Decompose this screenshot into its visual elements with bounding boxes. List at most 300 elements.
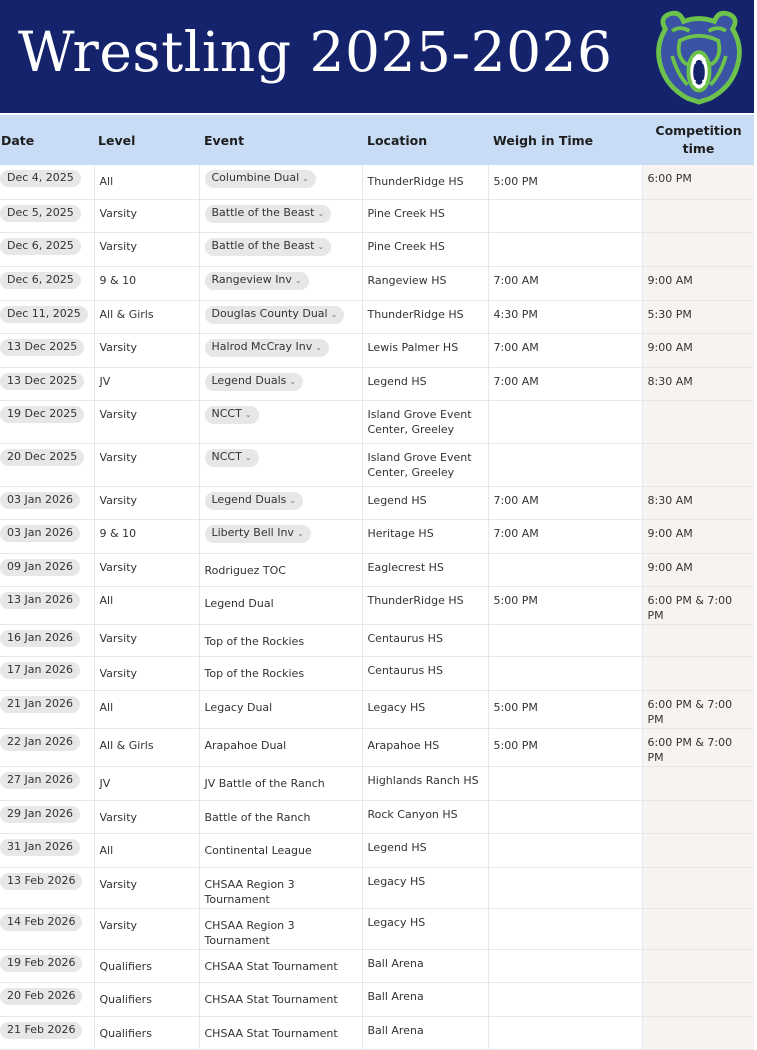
chevron-down-icon[interactable]: ⌄ bbox=[289, 495, 297, 505]
location-value: Centaurus HS bbox=[367, 663, 443, 677]
bear-mascot-logo-icon bbox=[650, 8, 748, 104]
event-cell[interactable] bbox=[199, 982, 362, 1016]
date-cell[interactable] bbox=[0, 800, 94, 833]
column-header-weigh-in[interactable]: Weigh in Time bbox=[488, 115, 642, 165]
event-cell[interactable] bbox=[199, 199, 362, 232]
date-value: 27 Jan 2026 bbox=[7, 772, 73, 786]
competition-time-cell[interactable] bbox=[642, 766, 754, 800]
level-value: Qualifiers bbox=[99, 1026, 152, 1040]
location-cell[interactable] bbox=[362, 367, 488, 400]
level-cell[interactable] bbox=[94, 867, 199, 908]
date-cell[interactable] bbox=[0, 982, 94, 1016]
location-value: Arapahoe HS bbox=[367, 738, 440, 752]
level-cell[interactable] bbox=[94, 908, 199, 949]
table-row bbox=[0, 624, 754, 656]
level-value: Varsity bbox=[99, 631, 138, 645]
date-cell[interactable] bbox=[0, 486, 94, 519]
competition-time-cell[interactable] bbox=[642, 867, 754, 908]
event-cell[interactable] bbox=[199, 908, 362, 949]
competition-time-cell[interactable] bbox=[642, 266, 754, 300]
location-value: Pine Creek HS bbox=[367, 239, 445, 253]
date-chip[interactable] bbox=[0, 406, 84, 423]
level-cell[interactable] bbox=[94, 300, 199, 333]
level-cell[interactable] bbox=[94, 232, 199, 266]
level-value: All bbox=[99, 843, 114, 857]
table-row bbox=[0, 400, 754, 443]
level-value: All & Girls bbox=[99, 738, 154, 752]
level-cell[interactable] bbox=[94, 486, 199, 519]
event-value: Battle of the Ranch bbox=[204, 810, 311, 824]
event-chip[interactable] bbox=[205, 525, 311, 543]
date-chip[interactable] bbox=[0, 339, 84, 356]
date-value: 20 Dec 2025 bbox=[7, 449, 78, 463]
date-cell[interactable] bbox=[0, 728, 94, 766]
chevron-down-icon[interactable]: ⌄ bbox=[302, 174, 309, 183]
competition-time-cell[interactable] bbox=[642, 690, 754, 728]
competition-time-cell[interactable] bbox=[642, 333, 754, 367]
event-value: Arapahoe Dual bbox=[204, 738, 287, 752]
date-value: 21 Jan 2026 bbox=[7, 696, 73, 710]
weigh-in-cell[interactable] bbox=[488, 1016, 642, 1049]
weigh-in-cell[interactable] bbox=[488, 519, 642, 553]
level-value: All bbox=[99, 700, 114, 714]
event-cell[interactable] bbox=[199, 232, 362, 266]
date-value: 22 Jan 2026 bbox=[7, 734, 73, 748]
weigh-in-value: 7:00 AM bbox=[493, 374, 539, 388]
event-value: Rangeview Inv bbox=[211, 272, 292, 286]
location-cell[interactable] bbox=[362, 766, 488, 800]
date-chip[interactable] bbox=[0, 170, 81, 187]
date-chip[interactable] bbox=[0, 492, 80, 509]
table-row bbox=[0, 908, 754, 949]
table-row bbox=[0, 199, 754, 232]
date-cell[interactable] bbox=[0, 367, 94, 400]
competition-time-cell[interactable] bbox=[642, 199, 754, 232]
weigh-in-value: 7:00 AM bbox=[493, 340, 539, 354]
event-cell[interactable] bbox=[199, 266, 362, 300]
weigh-in-cell[interactable] bbox=[488, 800, 642, 833]
date-chip[interactable] bbox=[0, 839, 80, 856]
competition-time-cell[interactable] bbox=[642, 982, 754, 1016]
weigh-in-cell[interactable] bbox=[488, 553, 642, 586]
event-value: Legend Duals bbox=[211, 373, 287, 387]
level-cell[interactable] bbox=[94, 553, 199, 586]
competition-time-cell[interactable] bbox=[642, 443, 754, 486]
competition-time-cell[interactable] bbox=[642, 656, 754, 690]
table-row bbox=[0, 300, 754, 333]
date-cell[interactable] bbox=[0, 333, 94, 367]
weigh-in-cell[interactable] bbox=[488, 266, 642, 300]
level-cell[interactable] bbox=[94, 800, 199, 833]
level-cell[interactable] bbox=[94, 728, 199, 766]
event-cell[interactable] bbox=[199, 165, 362, 199]
chevron-down-icon[interactable]: ⌄ bbox=[315, 342, 322, 352]
schedule-sheet bbox=[0, 115, 754, 1050]
competition-time-value: 8:30 AM bbox=[647, 374, 693, 388]
level-value: Varsity bbox=[99, 340, 138, 354]
weigh-in-cell[interactable] bbox=[488, 982, 642, 1016]
table-row bbox=[0, 165, 754, 199]
location-value: Heritage HS bbox=[367, 526, 434, 540]
event-cell[interactable] bbox=[199, 300, 362, 333]
column-header-level[interactable]: Level bbox=[94, 115, 199, 165]
event-cell[interactable] bbox=[199, 766, 362, 800]
weigh-in-cell[interactable] bbox=[488, 728, 642, 766]
level-value: All bbox=[99, 593, 114, 607]
weigh-in-value: 5:00 PM bbox=[493, 700, 538, 714]
competition-time-cell[interactable] bbox=[642, 300, 754, 333]
event-chip[interactable] bbox=[205, 339, 329, 357]
date-chip[interactable] bbox=[0, 988, 82, 1005]
location-cell[interactable] bbox=[362, 553, 488, 586]
date-chip[interactable] bbox=[0, 559, 80, 576]
weigh-in-cell[interactable] bbox=[488, 586, 642, 624]
weigh-in-cell[interactable] bbox=[488, 833, 642, 867]
weigh-in-cell[interactable] bbox=[488, 443, 642, 486]
competition-time-cell[interactable] bbox=[642, 624, 754, 656]
level-cell[interactable] bbox=[94, 982, 199, 1016]
table-row bbox=[0, 486, 754, 519]
weigh-in-cell[interactable] bbox=[488, 199, 642, 232]
level-cell[interactable] bbox=[94, 766, 199, 800]
date-chip[interactable] bbox=[0, 806, 80, 823]
date-cell[interactable] bbox=[0, 624, 94, 656]
level-value: 9 & 10 bbox=[99, 526, 137, 540]
competition-time-cell[interactable] bbox=[642, 800, 754, 833]
event-value: Top of the Rockies bbox=[204, 634, 305, 648]
level-cell[interactable] bbox=[94, 333, 199, 367]
date-cell[interactable] bbox=[0, 908, 94, 949]
event-cell[interactable] bbox=[199, 333, 362, 367]
location-cell[interactable] bbox=[362, 333, 488, 367]
competition-time-cell[interactable] bbox=[642, 908, 754, 949]
table-row bbox=[0, 833, 754, 867]
location-value: ThunderRidge HS bbox=[367, 307, 464, 321]
table-row bbox=[0, 266, 754, 300]
column-header-location[interactable]: Location bbox=[362, 115, 488, 165]
event-chip[interactable] bbox=[205, 492, 304, 510]
competition-time-value: 6:00 PM & 7:00 PM bbox=[647, 697, 733, 726]
weigh-in-cell[interactable] bbox=[488, 165, 642, 199]
competition-time-cell[interactable] bbox=[642, 519, 754, 553]
event-value: Halrod McCray Inv bbox=[211, 339, 313, 353]
event-cell[interactable] bbox=[199, 690, 362, 728]
weigh-in-value: 5:00 PM bbox=[493, 593, 538, 607]
date-value: 14 Feb 2026 bbox=[7, 914, 76, 928]
event-value: Legend Duals bbox=[211, 492, 287, 506]
date-value: 29 Jan 2026 bbox=[7, 806, 73, 820]
weigh-in-cell[interactable] bbox=[488, 400, 642, 443]
date-chip[interactable] bbox=[0, 205, 81, 222]
event-cell[interactable] bbox=[199, 553, 362, 586]
event-value: CHSAA Region 3 Tournament bbox=[204, 877, 295, 906]
event-value: CHSAA Stat Tournament bbox=[204, 1026, 338, 1040]
competition-time-cell[interactable] bbox=[642, 486, 754, 519]
level-cell[interactable] bbox=[94, 519, 199, 553]
chevron-down-icon[interactable]: ⌄ bbox=[244, 409, 252, 419]
competition-time-value: 6:00 PM & 7:00 PM bbox=[647, 593, 733, 622]
column-header-date[interactable]: Date bbox=[0, 115, 94, 165]
chevron-down-icon[interactable]: ⌄ bbox=[294, 275, 302, 285]
table-row bbox=[0, 728, 754, 766]
level-value: 9 & 10 bbox=[99, 273, 137, 287]
date-value: Dec 4, 2025 bbox=[7, 171, 74, 184]
date-cell[interactable] bbox=[0, 949, 94, 982]
date-value: 20 Feb 2026 bbox=[7, 988, 76, 1002]
competition-time-value: 8:30 AM bbox=[647, 493, 693, 507]
event-chip[interactable] bbox=[205, 205, 332, 223]
competition-time-cell[interactable] bbox=[642, 553, 754, 586]
date-cell[interactable] bbox=[0, 867, 94, 908]
location-value: Legacy HS bbox=[367, 700, 426, 714]
location-value: ThunderRidge HS bbox=[367, 175, 464, 188]
weigh-in-cell[interactable] bbox=[488, 333, 642, 367]
weigh-in-cell[interactable] bbox=[488, 486, 642, 519]
competition-time-value: 9:00 AM bbox=[647, 340, 693, 354]
weigh-in-cell[interactable] bbox=[488, 624, 642, 656]
event-chip[interactable] bbox=[205, 238, 332, 256]
date-chip[interactable] bbox=[0, 630, 80, 647]
location-cell[interactable] bbox=[362, 300, 488, 333]
date-chip[interactable] bbox=[0, 1022, 82, 1039]
date-cell[interactable] bbox=[0, 266, 94, 300]
level-value: All & Girls bbox=[99, 307, 154, 321]
level-value: Varsity bbox=[99, 239, 138, 253]
date-value: 31 Jan 2026 bbox=[7, 839, 73, 853]
column-header-event[interactable]: Event bbox=[199, 115, 362, 165]
date-chip[interactable] bbox=[0, 449, 84, 466]
weigh-in-cell[interactable] bbox=[488, 867, 642, 908]
table-row bbox=[0, 519, 754, 553]
date-value: 13 Jan 2026 bbox=[7, 592, 73, 606]
competition-time-cell[interactable] bbox=[642, 1016, 754, 1049]
date-chip[interactable] bbox=[0, 873, 82, 890]
chevron-down-icon[interactable]: ⌄ bbox=[317, 241, 325, 251]
competition-time-cell[interactable] bbox=[642, 949, 754, 982]
event-chip[interactable] bbox=[205, 306, 345, 324]
table-row bbox=[0, 553, 754, 586]
event-cell[interactable] bbox=[199, 728, 362, 766]
level-cell[interactable] bbox=[94, 1016, 199, 1049]
level-value: JV bbox=[99, 374, 111, 388]
location-value: Rock Canyon HS bbox=[367, 807, 458, 821]
event-chip[interactable] bbox=[205, 170, 316, 188]
event-chip[interactable] bbox=[205, 373, 304, 391]
event-value: Rodriguez TOC bbox=[204, 563, 286, 577]
level-cell[interactable] bbox=[94, 266, 199, 300]
level-value: Varsity bbox=[99, 407, 138, 421]
location-cell[interactable] bbox=[362, 624, 488, 656]
level-value: Varsity bbox=[99, 560, 138, 574]
date-value: 03 Jan 2026 bbox=[7, 492, 73, 506]
weigh-in-cell[interactable] bbox=[488, 908, 642, 949]
date-cell[interactable] bbox=[0, 199, 94, 232]
level-cell[interactable] bbox=[94, 656, 199, 690]
location-value: ThunderRidge HS bbox=[367, 593, 464, 607]
table-row bbox=[0, 800, 754, 833]
event-cell[interactable] bbox=[199, 656, 362, 690]
date-value: Dec 6, 2025 bbox=[7, 238, 74, 252]
date-cell[interactable] bbox=[0, 586, 94, 624]
event-value: CHSAA Stat Tournament bbox=[204, 959, 338, 973]
event-cell[interactable] bbox=[199, 367, 362, 400]
competition-time-cell[interactable] bbox=[642, 232, 754, 266]
level-cell[interactable] bbox=[94, 443, 199, 486]
event-chip[interactable] bbox=[205, 449, 259, 467]
level-value: Varsity bbox=[99, 918, 138, 932]
date-value: 13 Feb 2026 bbox=[7, 873, 76, 887]
level-cell[interactable] bbox=[94, 165, 199, 199]
competition-time-cell[interactable] bbox=[642, 400, 754, 443]
competition-time-value: 6:00 PM & 7:00 PM bbox=[647, 735, 733, 764]
location-cell[interactable] bbox=[362, 949, 488, 982]
event-chip[interactable] bbox=[205, 272, 309, 290]
date-chip[interactable] bbox=[0, 306, 88, 323]
date-cell[interactable] bbox=[0, 833, 94, 867]
weigh-in-value: 7:00 AM bbox=[493, 526, 539, 540]
event-cell[interactable] bbox=[199, 800, 362, 833]
date-value: 03 Jan 2026 bbox=[7, 525, 73, 539]
table-row bbox=[0, 1016, 754, 1049]
competition-time-cell[interactable] bbox=[642, 367, 754, 400]
location-cell[interactable] bbox=[362, 199, 488, 232]
date-cell[interactable] bbox=[0, 232, 94, 266]
location-cell[interactable] bbox=[362, 519, 488, 553]
location-cell[interactable] bbox=[362, 982, 488, 1016]
weigh-in-cell[interactable] bbox=[488, 367, 642, 400]
event-cell[interactable] bbox=[199, 400, 362, 443]
competition-time-cell[interactable] bbox=[642, 728, 754, 766]
date-value: 21 Feb 2026 bbox=[7, 1022, 76, 1036]
weigh-in-value: 7:00 AM bbox=[493, 273, 539, 287]
location-cell[interactable] bbox=[362, 586, 488, 624]
date-cell[interactable] bbox=[0, 400, 94, 443]
location-cell[interactable] bbox=[362, 486, 488, 519]
chevron-down-icon[interactable]: ⌄ bbox=[244, 452, 252, 462]
event-cell[interactable] bbox=[199, 443, 362, 486]
date-chip[interactable] bbox=[0, 772, 80, 789]
location-cell[interactable] bbox=[362, 656, 488, 690]
location-cell[interactable] bbox=[362, 800, 488, 833]
location-cell[interactable] bbox=[362, 867, 488, 908]
event-value: Douglas County Dual bbox=[211, 306, 328, 320]
table-row bbox=[0, 867, 754, 908]
date-chip[interactable] bbox=[0, 373, 84, 390]
date-chip[interactable] bbox=[0, 272, 81, 289]
date-cell[interactable] bbox=[0, 443, 94, 486]
date-value: 13 Dec 2025 bbox=[7, 373, 78, 387]
event-value: CHSAA Region 3 Tournament bbox=[204, 918, 295, 947]
date-chip[interactable] bbox=[0, 734, 80, 751]
date-cell[interactable] bbox=[0, 656, 94, 690]
date-chip[interactable] bbox=[0, 525, 80, 542]
location-cell[interactable] bbox=[362, 400, 488, 443]
level-cell[interactable] bbox=[94, 833, 199, 867]
level-cell[interactable] bbox=[94, 690, 199, 728]
date-chip[interactable] bbox=[0, 662, 80, 679]
weigh-in-cell[interactable] bbox=[488, 656, 642, 690]
event-cell[interactable] bbox=[199, 624, 362, 656]
location-cell[interactable] bbox=[362, 232, 488, 266]
title-banner bbox=[0, 0, 754, 113]
location-cell[interactable] bbox=[362, 165, 488, 199]
location-value: Highlands Ranch HS bbox=[367, 773, 479, 787]
location-value: Legacy HS bbox=[367, 874, 426, 888]
event-cell[interactable] bbox=[199, 949, 362, 982]
weigh-in-value: 4:30 PM bbox=[493, 307, 538, 321]
date-cell[interactable] bbox=[0, 165, 94, 199]
location-cell[interactable] bbox=[362, 443, 488, 486]
location-cell[interactable] bbox=[362, 728, 488, 766]
date-cell[interactable] bbox=[0, 1016, 94, 1049]
date-chip[interactable] bbox=[0, 955, 82, 972]
location-value: Ball Arena bbox=[367, 1023, 424, 1037]
chevron-down-icon[interactable]: ⌄ bbox=[330, 309, 338, 319]
weigh-in-cell[interactable] bbox=[488, 766, 642, 800]
date-chip[interactable] bbox=[0, 592, 80, 609]
chevron-down-icon[interactable]: ⌄ bbox=[317, 208, 325, 218]
chevron-down-icon[interactable]: ⌄ bbox=[296, 528, 304, 538]
event-value: Legacy Dual bbox=[204, 700, 273, 714]
location-cell[interactable] bbox=[362, 690, 488, 728]
event-chip[interactable] bbox=[205, 406, 259, 424]
date-value: 16 Jan 2026 bbox=[7, 630, 73, 644]
weigh-in-value: 7:00 AM bbox=[493, 493, 539, 507]
location-cell[interactable] bbox=[362, 266, 488, 300]
column-header-competition[interactable]: Competition time bbox=[642, 115, 754, 165]
level-cell[interactable] bbox=[94, 199, 199, 232]
location-value: Island Grove Event Center, Greeley bbox=[367, 407, 472, 436]
event-cell[interactable] bbox=[199, 586, 362, 624]
competition-time-cell[interactable] bbox=[642, 586, 754, 624]
weigh-in-cell[interactable] bbox=[488, 232, 642, 266]
event-cell[interactable] bbox=[199, 833, 362, 867]
table-row bbox=[0, 949, 754, 982]
date-value: 09 Jan 2026 bbox=[7, 559, 73, 573]
level-cell[interactable] bbox=[94, 400, 199, 443]
level-cell[interactable] bbox=[94, 367, 199, 400]
date-cell[interactable] bbox=[0, 300, 94, 333]
date-cell[interactable] bbox=[0, 766, 94, 800]
date-value: 17 Jan 2026 bbox=[7, 662, 73, 676]
date-cell[interactable] bbox=[0, 519, 94, 553]
location-value: Centaurus HS bbox=[367, 631, 443, 645]
date-cell[interactable] bbox=[0, 553, 94, 586]
weigh-in-cell[interactable] bbox=[488, 690, 642, 728]
weigh-in-cell[interactable] bbox=[488, 300, 642, 333]
date-cell[interactable] bbox=[0, 690, 94, 728]
level-cell[interactable] bbox=[94, 949, 199, 982]
event-cell[interactable] bbox=[199, 486, 362, 519]
date-chip[interactable] bbox=[0, 696, 80, 713]
chevron-down-icon[interactable]: ⌄ bbox=[289, 376, 297, 386]
level-cell[interactable] bbox=[94, 624, 199, 656]
location-cell[interactable] bbox=[362, 1016, 488, 1049]
date-chip[interactable] bbox=[0, 914, 82, 931]
level-cell[interactable] bbox=[94, 586, 199, 624]
competition-time-cell[interactable] bbox=[642, 833, 754, 867]
weigh-in-cell[interactable] bbox=[488, 949, 642, 982]
location-cell[interactable] bbox=[362, 833, 488, 867]
location-cell[interactable] bbox=[362, 908, 488, 949]
date-value: 19 Dec 2025 bbox=[7, 406, 78, 420]
date-chip[interactable] bbox=[0, 238, 81, 255]
competition-time-cell[interactable] bbox=[642, 165, 754, 199]
event-cell[interactable] bbox=[199, 1016, 362, 1049]
event-cell[interactable] bbox=[199, 519, 362, 553]
level-value: All bbox=[99, 175, 114, 188]
event-cell[interactable] bbox=[199, 867, 362, 908]
